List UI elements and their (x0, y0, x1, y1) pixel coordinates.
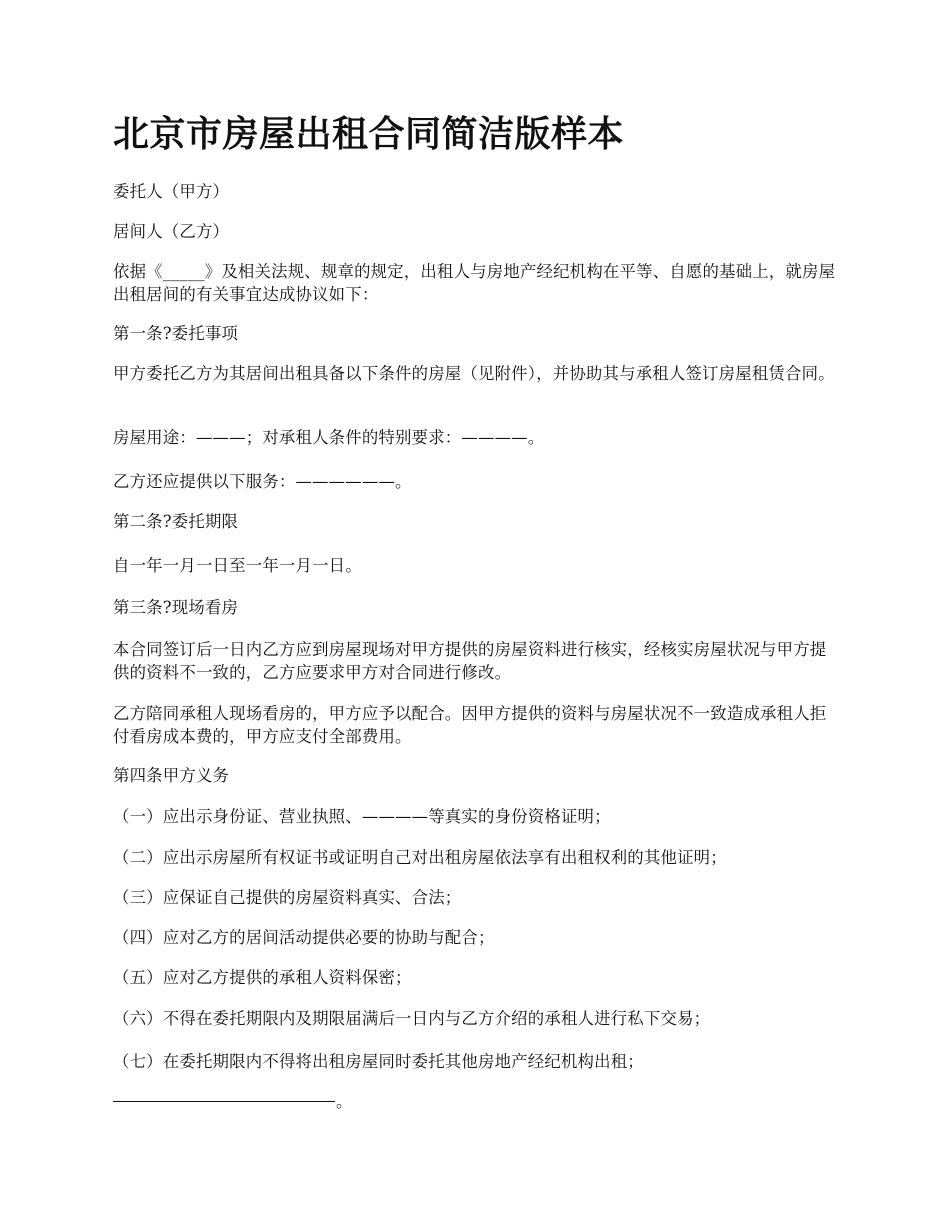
document-title: 北京市房屋出租合同简洁版样本 (113, 114, 625, 155)
trailing-period: 。 (336, 1092, 353, 1111)
party-a-line: 委托人（甲方） (113, 182, 230, 201)
article-3-paragraph-2: 乙方陪同承租人现场看房的，甲方应予以配合。因甲方提供的资料与房屋状况不一致造成承租人拒付看房成本费的，甲方应支付全部费用。 (113, 704, 827, 746)
preamble-paragraph: 依据《_____》及相关法规、规章的规定，出租人与房地产经纪机构在平等、自愿的基础上，就房屋出租居间的有关事宜达成协议如下： (113, 262, 836, 304)
term-dates-line: 自一年一月一日至一年一月一日。 (113, 556, 362, 575)
article-3-paragraph-1: 本合同签订后一日内乙方应到房屋现场对甲方提供的房屋资料进行核实，经核实房屋状况与甲方提供的资料不一致的，乙方应要求甲方对合同进行修改。 (113, 640, 827, 682)
obligation-item-4: （四）应对乙方的居间活动提供必要的协助与配合； (113, 928, 495, 947)
obligation-item-2: （二）应出示房屋所有权证书或证明自己对出租房屋依法享有出租权利的其他证明； (113, 848, 727, 867)
obligation-item-5: （五）应对乙方提供的承租人资料保密； (113, 968, 412, 987)
obligation-item-6: （六）不得在委托期限内及期限届满后一日内与乙方介绍的承租人进行私下交易； (113, 1009, 711, 1028)
article-2-heading: 第二条?委托期限 (113, 512, 239, 531)
extra-services-line: 乙方还应提供以下服务：——————。 (113, 472, 412, 491)
obligation-item-7: （七）在委托期限内不得将出租房屋同时委托其他房地产经纪机构出租； (113, 1052, 644, 1071)
obligation-item-3: （三）应保证自己提供的房屋资料真实、合法； (113, 888, 462, 907)
fill-in-blank-line (113, 1101, 335, 1102)
usage-requirements-line: 房屋用途：———；对承租人条件的特别要求：————。 (113, 428, 545, 447)
article-1-paragraph: 甲方委托乙方为其居间出租具备以下条件的房屋（见附件），并协助其与承租人签订房屋租赁合同。 (113, 364, 835, 383)
party-b-line: 居间人（乙方） (113, 222, 230, 241)
article-3-heading: 第三条?现场看房 (113, 598, 239, 617)
article-4-heading: 第四条甲方义务 (113, 766, 230, 785)
article-1-heading: 第一条?委托事项 (113, 324, 239, 343)
obligation-item-1: （一）应出示身份证、营业执照、————等真实的身份资格证明； (113, 807, 611, 826)
